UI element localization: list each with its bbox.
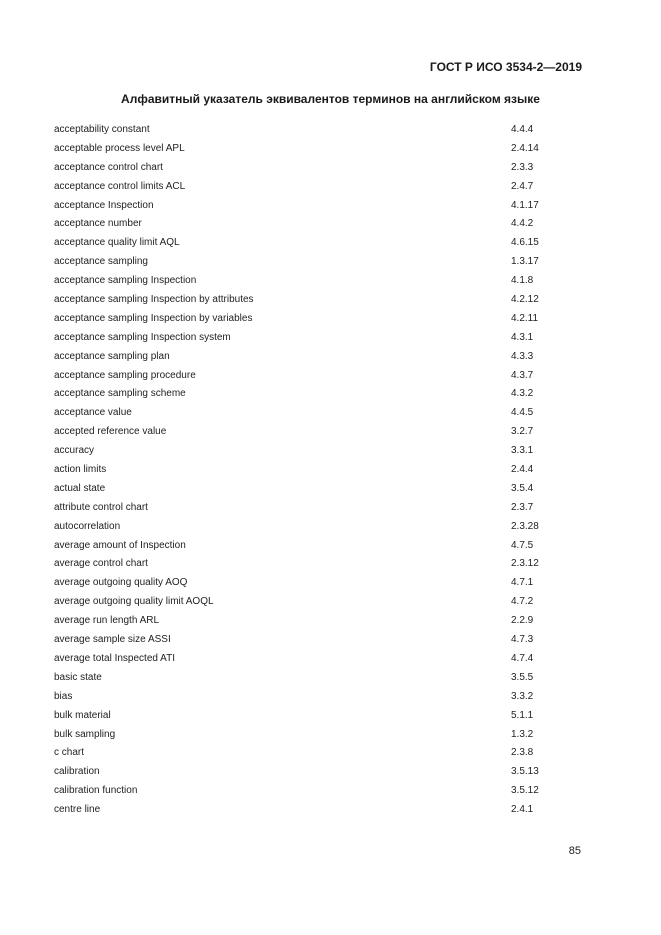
term-name: acceptance value bbox=[54, 407, 132, 419]
term-reference-number: 4.4.4 bbox=[511, 124, 534, 135]
index-entry bbox=[0, 499, 661, 518]
term-name: acceptance sampling Inspection system bbox=[54, 331, 231, 343]
term-name: acceptable process level APL bbox=[54, 142, 185, 154]
term-name: average amount of Inspection bbox=[54, 539, 186, 551]
term-index-list bbox=[0, 121, 661, 820]
index-entry bbox=[0, 272, 661, 291]
term-name: acceptance sampling Inspection by attributes bbox=[54, 294, 254, 306]
term-name: basic state bbox=[54, 671, 102, 683]
term-reference-number: 4.2.12 bbox=[511, 294, 539, 306]
term-reference-number: 2.3.28 bbox=[511, 520, 539, 532]
term-name: average total Inspected ATI bbox=[54, 652, 176, 664]
term-name: action limits bbox=[54, 464, 107, 476]
index-entry bbox=[0, 178, 661, 197]
term-reference-number: 2.3.12 bbox=[511, 558, 539, 570]
term-reference-number: 4.1.17 bbox=[511, 199, 539, 211]
index-entry bbox=[0, 159, 661, 178]
page-number: 85 bbox=[568, 845, 581, 857]
term-reference-number: 2.4.14 bbox=[511, 142, 539, 154]
index-entry bbox=[0, 385, 661, 404]
term-name: accuracy bbox=[54, 445, 95, 457]
index-entry bbox=[0, 518, 661, 537]
term-name: acceptance sampling Inspection by variables bbox=[54, 312, 253, 324]
term-reference-number: 4.7.3 bbox=[511, 634, 534, 646]
term-reference-number: 3.3.1 bbox=[511, 445, 534, 457]
index-entry bbox=[0, 461, 661, 480]
term-name: acceptance sampling scheme bbox=[54, 388, 186, 400]
term-reference-number: 4.7.1 bbox=[511, 577, 534, 589]
index-entry bbox=[0, 782, 661, 801]
term-reference-number: 4.3.3 bbox=[511, 350, 534, 362]
index-entry bbox=[0, 215, 661, 234]
term-name: acceptance Inspection bbox=[54, 199, 154, 211]
index-entry bbox=[0, 121, 661, 140]
term-name: accepted reference value bbox=[54, 426, 167, 438]
term-reference-number: 3.3.2 bbox=[511, 690, 534, 702]
term-name: average sample size ASSI bbox=[54, 634, 171, 646]
index-entry bbox=[0, 669, 661, 688]
index-entry bbox=[0, 726, 661, 745]
term-name: acceptance sampling bbox=[54, 256, 148, 268]
term-name: bulk material bbox=[54, 709, 111, 721]
index-entry bbox=[0, 574, 661, 593]
index-entry bbox=[0, 442, 661, 461]
term-name: calibration function bbox=[54, 785, 138, 797]
index-entry bbox=[0, 348, 661, 367]
term-reference-number: 4.3.7 bbox=[511, 369, 534, 381]
index-entry bbox=[0, 555, 661, 574]
term-reference-number: 2.4.4 bbox=[511, 464, 534, 476]
term-name: centre line bbox=[54, 804, 101, 816]
standard-code-header: ГОСТ Р ИСО 3534-2—2019 bbox=[429, 60, 582, 74]
term-name: calibration bbox=[54, 766, 100, 778]
term-name: average outgoing quality AOQ bbox=[54, 577, 188, 589]
term-name: c chart bbox=[54, 747, 85, 759]
term-reference-number: 2.3.3 bbox=[511, 161, 534, 173]
index-entry bbox=[0, 197, 661, 216]
index-entry bbox=[0, 310, 661, 329]
term-name: average run length ARL bbox=[54, 615, 160, 627]
term-name: average outgoing quality limit AOQL bbox=[54, 596, 214, 608]
page-title: Алфавитный указатель эквивалентов терминов на английском языке bbox=[121, 92, 540, 106]
term-reference-number: 5.1.1 bbox=[511, 709, 534, 721]
index-entry bbox=[0, 763, 661, 782]
term-reference-number: 4.3.2 bbox=[511, 388, 534, 400]
index-entry bbox=[0, 631, 661, 650]
index-entry bbox=[0, 593, 661, 612]
term-reference-number: 3.5.5 bbox=[511, 671, 534, 683]
term-reference-number: 4.1.8 bbox=[511, 275, 534, 287]
term-name: bulk sampling bbox=[54, 728, 116, 740]
index-entry bbox=[0, 423, 661, 442]
term-reference-number: 4.7.2 bbox=[511, 596, 534, 608]
term-name: acceptance control limits ACL bbox=[54, 180, 186, 192]
index-entry bbox=[0, 367, 661, 386]
term-name: autocorrelation bbox=[54, 520, 121, 532]
term-reference-number: 3.5.13 bbox=[511, 766, 539, 778]
index-entry bbox=[0, 253, 661, 272]
term-reference-number: 4.4.5 bbox=[511, 407, 534, 419]
term-name: bias bbox=[54, 690, 73, 702]
index-entry bbox=[0, 291, 661, 310]
term-name: average control chart bbox=[54, 558, 148, 570]
term-name: actual state bbox=[54, 482, 106, 494]
term-reference-number: 3.5.4 bbox=[511, 482, 534, 494]
index-entry bbox=[0, 480, 661, 499]
index-entry bbox=[0, 234, 661, 253]
term-reference-number: 4.7.4 bbox=[511, 652, 534, 664]
term-name: acceptance sampling Inspection bbox=[54, 275, 197, 287]
term-reference-number: 4.3.1 bbox=[511, 331, 534, 343]
index-entry bbox=[0, 801, 661, 820]
term-reference-number: 2.4.7 bbox=[511, 180, 534, 192]
term-reference-number: 2.4.1 bbox=[511, 804, 534, 816]
index-entry bbox=[0, 650, 661, 669]
index-entry bbox=[0, 688, 661, 707]
term-reference-number: 2.3.7 bbox=[511, 501, 534, 513]
index-entry bbox=[0, 744, 661, 763]
term-name: attribute control chart bbox=[54, 501, 148, 513]
index-entry bbox=[0, 537, 661, 556]
term-reference-number: 3.5.12 bbox=[511, 785, 539, 797]
term-name: acceptance sampling procedure bbox=[54, 369, 196, 381]
term-reference-number: 4.6.15 bbox=[511, 237, 539, 249]
term-reference-number: 4.7.5 bbox=[511, 539, 534, 551]
term-name: acceptance control chart bbox=[54, 161, 163, 173]
term-reference-number: 4.4.2 bbox=[511, 218, 534, 230]
index-entry bbox=[0, 404, 661, 423]
index-entry bbox=[0, 707, 661, 726]
term-reference-number: 4.2.11 bbox=[511, 312, 539, 324]
index-entry bbox=[0, 612, 661, 631]
term-reference-number: 2.3.8 bbox=[511, 747, 534, 759]
term-name: acceptability constant bbox=[54, 124, 150, 135]
term-reference-number: 2.2.9 bbox=[511, 615, 534, 627]
term-name: acceptance quality limit AQL bbox=[54, 237, 180, 249]
term-reference-number: 3.2.7 bbox=[511, 426, 534, 438]
term-reference-number: 1.3.17 bbox=[511, 256, 539, 268]
term-name: acceptance number bbox=[54, 218, 142, 230]
index-entry bbox=[0, 329, 661, 348]
term-reference-number: 1.3.2 bbox=[511, 728, 534, 740]
term-name: acceptance sampling plan bbox=[54, 350, 170, 362]
index-entry bbox=[0, 140, 661, 159]
